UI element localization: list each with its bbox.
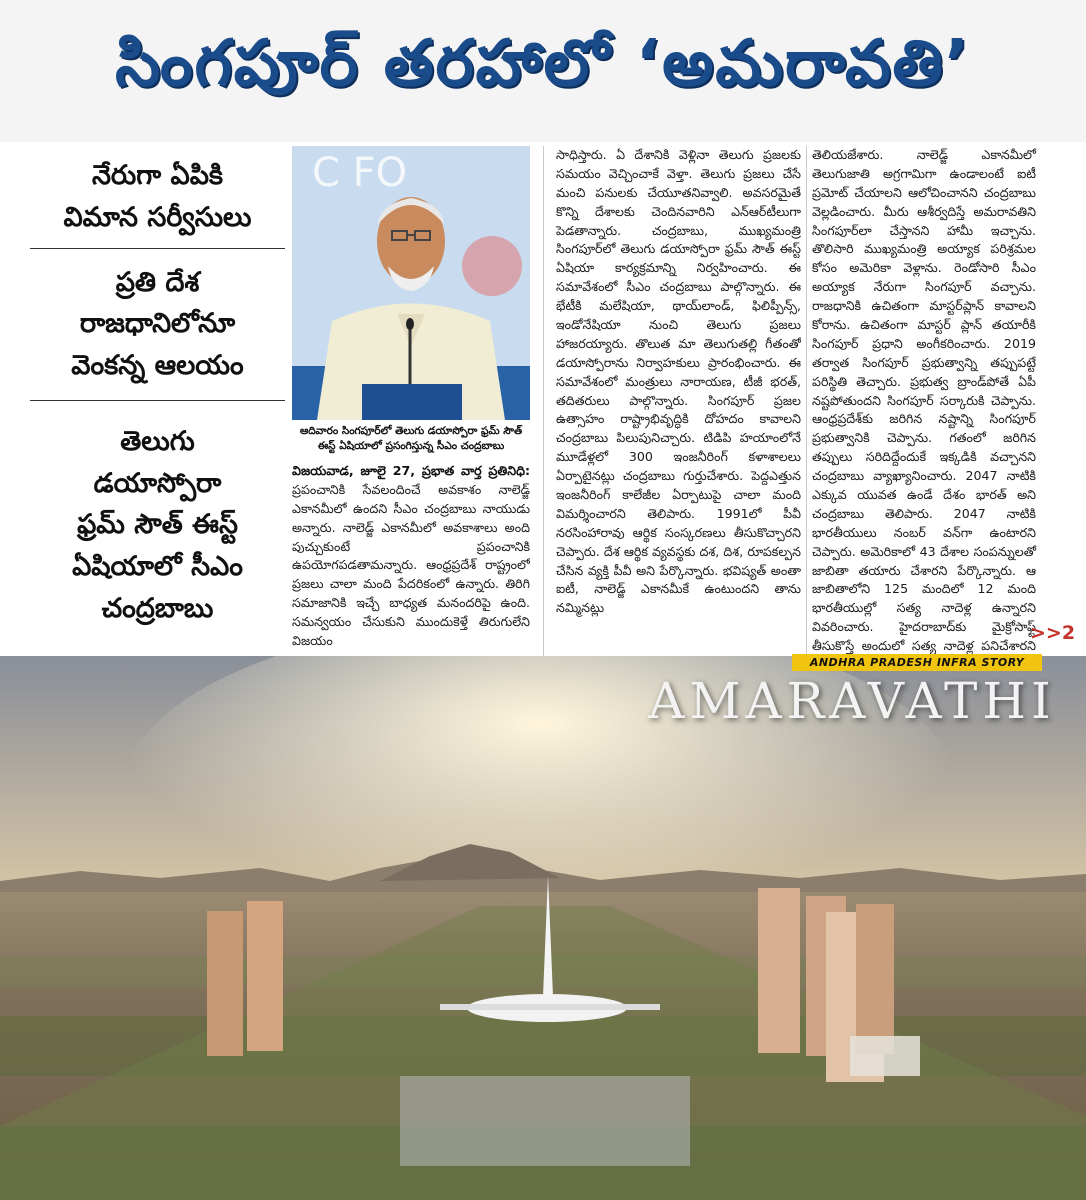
highlight-line: నేరుగా ఏపికి [91,159,224,191]
highlight-line: చంద్రబాబు [101,593,214,625]
article-column-3 [812,146,1070,656]
photo-caption: ఆదివారం సింగపూర్‌లో తెలుగు డయాస్పోరా ఫ్రమ్ సౌత్ ఈస్ట్ ఏషియాలో ప్రసంగిస్తున్న సీఎం చంద్రబాబు [299,425,523,453]
svg-text:C FO: C FO [312,150,408,196]
article-text-2: సాధిస్తారు. ఏ దేశానికి వెళ్లినా తెలుగు ప్రజలకు సమయం వెచ్చించాకే వెళ్తా. తెలుగు ప్రజలు చేసే మంచి పనులకు చేయూతనివ్వాలి. అవసరమైతే కొన్ని దేశాలకు చెందినవారిని ఎన్ఆర్‌టీలుగా పెడతాన్నారు. చంద్రబాబు, ముఖ్యమంత్రి సింగపూర్‌లో తెలుగు డయాస్పోరా ఫ్రమ్ సౌత్ ఈస్ట్ ఏషియా కార్యక్రమాన్ని నిర్వహించారు. ఈ సమావేశంలో సీఎం చంద్రబాబు పాల్గొన్నారు. ఈ భేటీకి మలేషియా, థాయ్‌లాండ్, ఫిలిప్పీన్స్, ఇండోనేషియా నుంచి తెలుగు ప్రజలు హాజరయ్యారు. తొలుత మా తెలుగుతల్లి గీతంతో డయాస్పోరాను నిర్వాహకులు ప్రారంభించారు. ఈ సమావేశంలో మంత్రులు నారాయణ, టీజీ భరత్, తదితరులు పాల్గొన్నారు. సింగపూర్ ప్రజల ఉత్సాహం రాష్ట్రాభివృద్ధికి దోహదం కావాలని చంద్రబాబు పిలుపునిచ్చారు. టిడిపి హయాంలోనే మూడేళ్లలో 300 ఇంజనీరింగ్ కళాశాలలు ఏర్పాటైనట్లు చంద్రబాబు గుర్తుచేశారు. పెద్దఎత్తున ఇంజనీరింగ్ కాలేజీల ఏర్పాటుపై చాలా మంది విమర్శించారని తెలిపారు. 1991లో పీవీ నరసింహారావు ఆర్థిక సంస్కరణలు తీసుకొచ్చారని చెప్పారు. దేశ ఆర్థిక వ్యవస్థకు దశ, దిశ, రూపకల్పన చేసిన వ్యక్తి పీవీ అని పేర్కొన్నారు. భవిష్యత్ అంతా ఐటీ, నాలెడ్జ్ ఎకానమీకే ఉంటుందని తాను నమ్మినట్లు [556,147,801,616]
highlight-block-temple [30,249,285,401]
highlight-line: రాజధానిలోనూ [79,308,236,340]
cm-speech-photo [292,146,530,420]
column-divider [543,146,544,656]
article-column-2 [556,146,801,656]
highlight-line: విమాన సర్వీసులు [63,201,252,233]
amaravathi-render-image [0,656,1086,1200]
highlight-line: ఏషియాలో సీఎం [72,551,243,583]
article-column-1 [292,462,530,656]
article-text-3: తెలియజేశారు. నాలెడ్జ్ ఎకానమీలో తెలుగుజాతి అగ్రగామిగా ఉండాలంటే ఐటీ ప్రమోట్ చేయాలని ఆలోచించానని చంద్రబాబు వెల్లడించారు. మీరు ఆశీర్వదిస్తే అమరావతిని సింగపూర్‌లా చేస్తానని హామీ ఇచ్చాను. తొలిసారి ముఖ్యమంత్రి అయ్యాక పరిశ్రమల కోసం అమెరికా వెళ్లాను. రెండోసారి సీఎం అయ్యాక నేరుగా సింగపూర్ వచ్చాను. రాజధానికి ఉచితంగా మాస్టర్‌ప్లాన్ కావాలని కోరాను. ఉచితంగా మాస్టర్ ప్లాన్ తయారీకి సింగపూర్ ప్రధాని అంగీకరించారు. 2019 తర్వాత సింగపూర్ ప్రభుత్వాన్ని తప్పుపట్టే పరిస్థితి తెచ్చారు. ప్రభుత్వ బ్రాండ్‌పోతే ఏపీ నష్టపోతుందని సింగపూర్ సర్కారుకి చెప్పాను. ఆంధ్రప్రదేశ్‌కు జరిగిన నష్టాన్ని సింగపూర్ ప్రభుత్వానికి చెప్పాను. గతంలో జరిగిన తప్పులు సరిదిద్దేందుకే ఇక్కడికి వచ్చానని చంద్రబాబు వ్యాఖ్యానించారు. 2047 నాటికి ఎక్కువ యువత ఉండే దేశం భారత్ అని చంద్రబాబు తెలిపారు. 2047 నాటికి భారతీయులు నంబర్ వన్‌గా ఉంటారని చెప్పారు. అమెరికాలో 43 దేశాల సంపన్నులతో జాబితా తయారు చేశారని పేర్కొన్నారు. ఆ జాబితాలోని 125 మందిలో 12 మంది భారతీయుల్లో సత్య నాదెళ్ల ఉన్నారని వివరించారు. హైదరాబాద్‌కు మైక్రోసాఫ్ట్ తీసుకొస్తే అందులో సత్య నాదెళ్ల పనిచేశారని [812,147,1036,654]
headline-band [0,0,1086,142]
highlights-column [30,145,285,650]
column-divider [806,146,807,656]
highlight-line: వెంకన్న ఆలయం [71,350,244,382]
article-text-1: ప్రపంచానికి సేవలందించే అవకాశం నాలెడ్జ్ ఎకానమీలో ఉందని సీఎం చంద్రబాబు నాయుడు అన్నారు. నాలెడ్జ్ ఎకానమీలో అవకాశాలు అంది పుచ్చుకుంటే ప్రపంచానికి ఉపయోగపడతామన్నారు. ఆంధ్రప్రదేశ్ రాష్ట్రంలో ప్రజలు చాలా మంది పేదరికంలో ఉన్నారు. తిరిగి సమాజానికి ఇచ్చే బాధ్యత మనందరిపై ఉంది. సమన్వయం చేసుకుని ముందుకెళ్తే తిరుగులేని విజయం [292,481,530,649]
highlight-line: ప్రతి దేశ [115,266,200,298]
image-title: AMARAVATHI [648,672,1056,730]
speaker-illustration [292,146,530,420]
headline-title: సింగపూర్ తరహాలో ‘అమరావతి’ [115,26,971,101]
highlight-line: ఫ్రమ్ సౌత్ ఈస్ట్ [77,509,238,541]
highlight-line: తెలుగు [120,425,195,457]
infra-story-tag: ANDHRA PRADESH INFRA STORY [792,654,1042,671]
highlight-block-diaspora [30,401,285,650]
dateline: విజయవాడ, జూలై 27, ప్రభాత వార్త ప్రతినిధి: [292,463,530,478]
continued-marker: >>2 [1030,622,1076,644]
highlight-block-flights [30,145,285,249]
highlight-line: డయాస్పోరా [93,467,222,499]
city-skyline-illustration [0,656,1086,1200]
